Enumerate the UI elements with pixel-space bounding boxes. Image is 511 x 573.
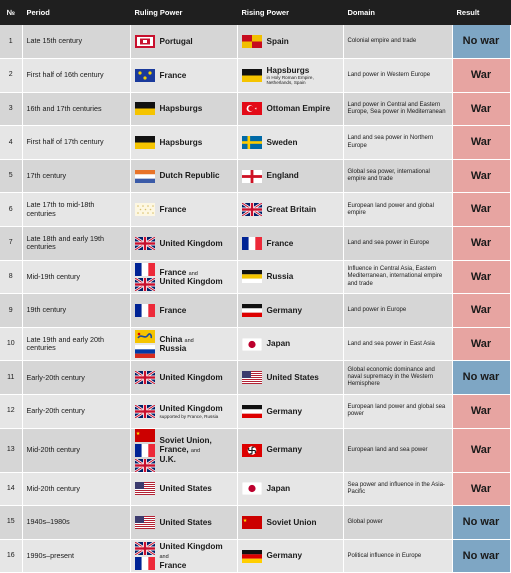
- period-cell: First half of 16th century: [22, 59, 130, 93]
- usa-flag-icon: [135, 516, 155, 529]
- ruling-power-name: France: [159, 305, 187, 315]
- france-flag-icon: [135, 557, 155, 570]
- table-row: [0, 472, 510, 506]
- ruling-power-name-2: France: [159, 560, 187, 570]
- domain-cell: Land power in Central and Eastern Europe, Sea power in Mediterranean: [343, 92, 452, 126]
- table-row: [0, 327, 510, 361]
- table-row: [0, 361, 510, 395]
- header-result: Result: [452, 0, 510, 25]
- rising-power-cell: [237, 25, 343, 59]
- rising-power-name: Russia: [266, 272, 294, 282]
- ussr-flag-icon: [135, 429, 155, 442]
- germanemp-flag-icon: [242, 405, 262, 418]
- domain-cell: Land and sea power in East Asia: [343, 327, 452, 361]
- ruling-power-name: Hapsburgs: [159, 104, 203, 114]
- row-number: 8: [0, 260, 22, 294]
- row-number: 10: [0, 327, 22, 361]
- rising-power-name: Hapsburgs: [266, 65, 310, 75]
- domain-cell: Land power in Western Europe: [343, 59, 452, 93]
- japan-flag-icon: [242, 482, 262, 495]
- ruling-power-cell: [130, 506, 237, 540]
- sweden-flag-icon: [242, 136, 262, 149]
- rising-power-name: Spain: [266, 36, 289, 46]
- row-number: 3: [0, 92, 22, 126]
- result-no-war-badge: No war: [452, 539, 510, 573]
- row-number: 12: [0, 395, 22, 429]
- result-war-badge: War: [452, 59, 510, 93]
- result-no-war-badge: No war: [452, 361, 510, 395]
- qing-flag-icon: [135, 330, 155, 343]
- and-connector: and: [159, 554, 169, 561]
- rising-power-cell: [237, 327, 343, 361]
- domain-cell: Land and sea power in Europe: [343, 227, 452, 261]
- header-ruling-power: Ruling Power: [130, 0, 237, 25]
- uk-flag-icon: [135, 278, 155, 291]
- ruling-power-cell: [130, 25, 237, 59]
- header-no: №: [0, 0, 22, 25]
- rising-power-cell: [237, 159, 343, 193]
- domain-cell: Global sea power, international empire and trade: [343, 159, 452, 193]
- ruling-power-name: United Kingdom: [159, 373, 223, 383]
- result-war-badge: War: [452, 428, 510, 472]
- rising-power-cell: [237, 59, 343, 93]
- ruling-power-name: France: [159, 70, 187, 80]
- france-flag-icon: [135, 444, 155, 457]
- france-flag-icon: [135, 263, 155, 276]
- rising-power-name: Germany: [266, 445, 302, 455]
- england-flag-icon: [242, 170, 262, 183]
- result-war-badge: War: [452, 327, 510, 361]
- period-cell: First half of 17th century: [22, 126, 130, 160]
- ruling-power-cell: [130, 327, 237, 361]
- rising-power-cell: [237, 193, 343, 227]
- table-row: [0, 92, 510, 126]
- domain-cell: Land and sea power in Northern Europe: [343, 126, 452, 160]
- ottoman-flag-icon: [242, 102, 262, 115]
- ruling-power-cell: [130, 260, 237, 294]
- nazi-flag-icon: [242, 444, 262, 457]
- uk-flag-icon: [242, 203, 262, 216]
- period-cell: Late 18th and early 19th centuries: [22, 227, 130, 261]
- uk-flag-icon: [135, 237, 155, 250]
- rising-power-cell: [237, 294, 343, 328]
- uk-flag-icon: [135, 542, 155, 555]
- row-number: 9: [0, 294, 22, 328]
- habsburg-flag-icon: [242, 69, 262, 82]
- rising-power-name: Germany: [266, 305, 302, 315]
- rising-power-cell: [237, 506, 343, 540]
- ruling-power-name: United Kingdom: [159, 541, 223, 551]
- ruling-power-cell: [130, 395, 237, 429]
- table-row: [0, 294, 510, 328]
- rising-power-cell: [237, 92, 343, 126]
- rising-power-name: Germany: [266, 551, 302, 561]
- uk-flag-icon: [135, 405, 155, 418]
- row-number: 16: [0, 539, 22, 573]
- table-header: [0, 0, 510, 25]
- rising-power-name: England: [266, 171, 299, 181]
- domain-cell: European land power and global empire: [343, 193, 452, 227]
- period-cell: Mid-20th century: [22, 472, 130, 506]
- table-row: [0, 395, 510, 429]
- table-row: [0, 227, 510, 261]
- uk-flag-icon: [135, 459, 155, 472]
- ruling-power-name: France: [159, 205, 187, 215]
- row-number: 1: [0, 25, 22, 59]
- ruling-power-cell: [130, 126, 237, 160]
- ruling-power-cell: [130, 159, 237, 193]
- table-row: [0, 59, 510, 93]
- ruling-power-name: United Kingdom: [159, 404, 223, 414]
- domain-cell: Land power in Europe: [343, 294, 452, 328]
- ruling-power-name: United Kingdom: [159, 238, 223, 248]
- domain-cell: European land power and global sea power: [343, 395, 452, 429]
- domain-cell: European land and sea power: [343, 428, 452, 472]
- and-connector: and: [184, 337, 194, 344]
- result-war-badge: War: [452, 193, 510, 227]
- france-flag-icon: [135, 304, 155, 317]
- table-row: [0, 428, 510, 472]
- ruling-power-name: Portugal: [159, 36, 193, 46]
- rising-power-cell: [237, 395, 343, 429]
- habsburg-flag-icon: [135, 136, 155, 149]
- result-war-badge: War: [452, 126, 510, 160]
- row-number: 2: [0, 59, 22, 93]
- dutch-flag-icon: [135, 170, 155, 183]
- row-number: 4: [0, 126, 22, 160]
- period-cell: Early-20th century: [22, 395, 130, 429]
- row-number: 11: [0, 361, 22, 395]
- ruling-power-name: China: [159, 334, 183, 344]
- row-number: 5: [0, 159, 22, 193]
- rising-power-note: in Holy Roman Empire, Netherlands, Spain: [266, 75, 314, 86]
- result-war-badge: War: [452, 227, 510, 261]
- japan-flag-icon: [242, 338, 262, 351]
- rising-power-cell: [237, 260, 343, 294]
- period-cell: Early-20th century: [22, 361, 130, 395]
- rising-power-name: France: [266, 238, 294, 248]
- result-war-badge: War: [452, 294, 510, 328]
- bourbon-flag-icon: [135, 203, 155, 216]
- period-cell: Mid-19th century: [22, 260, 130, 294]
- rising-power-cell: [237, 361, 343, 395]
- portugal-flag-icon: [135, 35, 155, 48]
- row-number: 14: [0, 472, 22, 506]
- period-cell: Mid-20th century: [22, 428, 130, 472]
- ruling-power-cell: [130, 59, 237, 93]
- and-connector: and: [188, 270, 198, 277]
- rising-power-name: Soviet Union: [266, 517, 317, 527]
- ruling-power-name: Hapsburgs: [159, 137, 203, 147]
- uk-flag-icon: [135, 371, 155, 384]
- ruling-power-name-2: United Kingdom: [159, 276, 223, 286]
- france-flag-icon: [242, 237, 262, 250]
- ruling-power-cell: [130, 92, 237, 126]
- header-domain: Domain: [343, 0, 452, 25]
- row-number: 15: [0, 506, 22, 540]
- rising-power-name: Ottoman Empire: [266, 104, 331, 114]
- germany-flag-icon: [242, 550, 262, 563]
- germanemp-flag-icon: [242, 304, 262, 317]
- ruling-power-name: United States: [159, 517, 212, 527]
- result-war-badge: War: [452, 159, 510, 193]
- ruling-power-name: Soviet Union,: [159, 435, 212, 445]
- rising-power-name: Germany: [266, 406, 302, 416]
- period-cell: Late 15th century: [22, 25, 130, 59]
- table-row: [0, 260, 510, 294]
- ruling-power-cell: [130, 227, 237, 261]
- ruling-power-cell: [130, 361, 237, 395]
- result-war-badge: War: [452, 92, 510, 126]
- domain-cell: Influence in Central Asia, Eastern Mediterranean, international empire and trade: [343, 260, 452, 294]
- header-period: Period: [22, 0, 130, 25]
- habsburg-flag-icon: [135, 102, 155, 115]
- ruling-power-name-2: France,: [159, 445, 189, 455]
- and-connector: and: [190, 448, 201, 455]
- domain-cell: Sea power and influence in the Asia-Pacific: [343, 472, 452, 506]
- rising-power-name: United States: [266, 373, 319, 383]
- period-cell: 16th and 17th centuries: [22, 92, 130, 126]
- ruling-power-note: supported by France, Russia: [159, 413, 219, 419]
- domain-cell: Global economic dominance and naval supremacy in the Western Hemisphere: [343, 361, 452, 395]
- rising-power-name: Great Britain: [266, 205, 317, 215]
- russiaemp-flag-icon: [242, 270, 262, 283]
- rising-power-name: Japan: [266, 339, 291, 349]
- period-cell: Late 17th to mid-18th centuries: [22, 193, 130, 227]
- result-no-war-badge: No war: [452, 25, 510, 59]
- result-war-badge: War: [452, 472, 510, 506]
- ussr-flag-icon: [242, 516, 262, 529]
- table-row: [0, 25, 510, 59]
- usa-flag-icon: [135, 482, 155, 495]
- ruling-power-cell: [130, 294, 237, 328]
- rising-power-cell: [237, 428, 343, 472]
- period-cell: 17th century: [22, 159, 130, 193]
- domain-cell: Global power: [343, 506, 452, 540]
- table-row: [0, 126, 510, 160]
- ruling-power-cell: [130, 428, 237, 472]
- result-no-war-badge: No war: [452, 506, 510, 540]
- russia-flag-icon: [135, 345, 155, 358]
- rising-power-cell: [237, 472, 343, 506]
- table-row: [0, 159, 510, 193]
- ruling-power-name: France: [159, 267, 187, 277]
- spain-flag-icon: [242, 35, 262, 48]
- rising-power-cell: [237, 227, 343, 261]
- row-number: 13: [0, 428, 22, 472]
- period-cell: 19th century: [22, 294, 130, 328]
- francehist-flag-icon: [135, 69, 155, 82]
- rising-power-name: Sweden: [266, 137, 298, 147]
- usa-flag-icon: [242, 371, 262, 384]
- row-number: 6: [0, 193, 22, 227]
- rising-power-cell: [237, 126, 343, 160]
- ruling-power-name-2: Russia: [159, 344, 187, 354]
- result-war-badge: War: [452, 260, 510, 294]
- period-cell: 1940s–1980s: [22, 506, 130, 540]
- ruling-power-name: United States: [159, 484, 212, 494]
- rising-power-name: Japan: [266, 484, 291, 494]
- domain-cell: Political influence in Europe: [343, 539, 452, 573]
- ruling-power-name-3: U.K.: [159, 454, 176, 464]
- table-row: [0, 506, 510, 540]
- rising-power-cell: [237, 539, 343, 573]
- domain-cell: Colonial empire and trade: [343, 25, 452, 59]
- ruling-power-cell: [130, 472, 237, 506]
- ruling-power-cell: [130, 539, 237, 573]
- row-number: 7: [0, 227, 22, 261]
- result-war-badge: War: [452, 395, 510, 429]
- table-row: [0, 193, 510, 227]
- period-cell: Late 19th and early 20th centuries: [22, 327, 130, 361]
- header-rising-power: Rising Power: [237, 0, 343, 25]
- period-cell: 1990s–present: [22, 539, 130, 573]
- ruling-power-cell: [130, 193, 237, 227]
- ruling-power-name: Dutch Republic: [159, 171, 220, 181]
- table-row: [0, 539, 510, 573]
